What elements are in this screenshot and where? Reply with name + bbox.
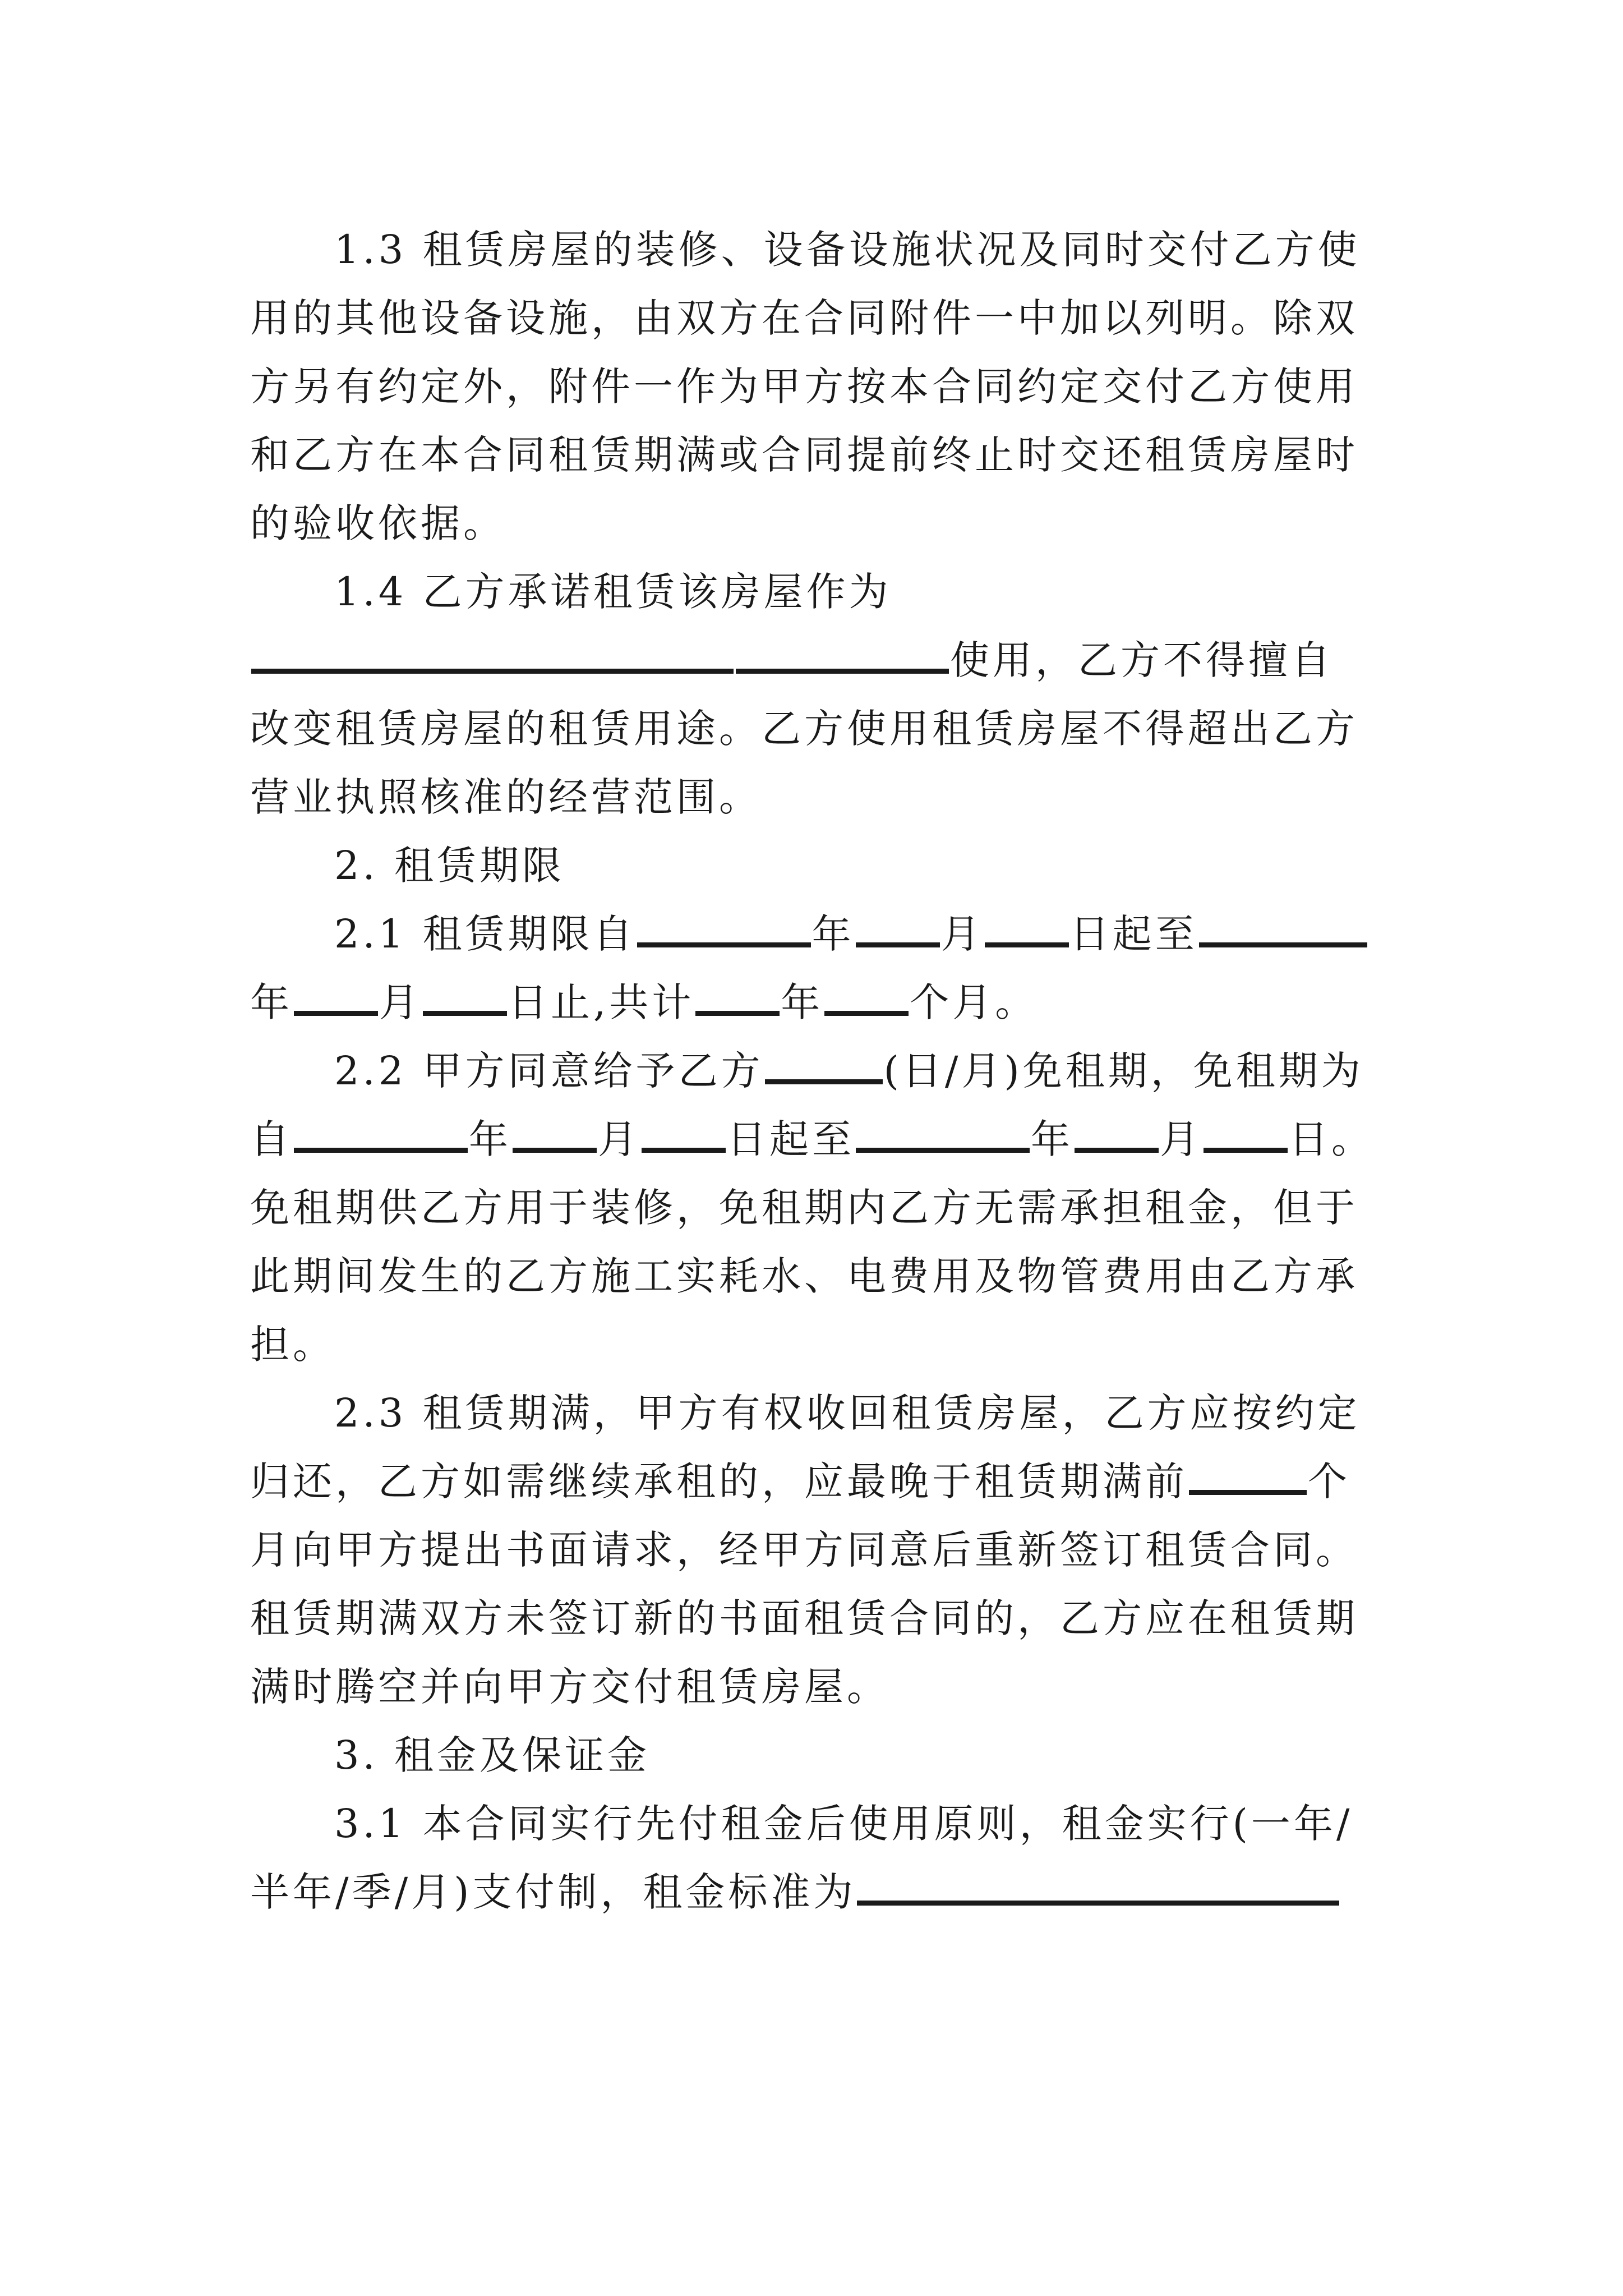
clause-2-2-text-a: 2.2 甲方同意给予乙方 xyxy=(334,1048,764,1094)
clause-3-1-text: 3.1 本合同实行先付租金后使用原则，租金实行(一年/半年/季/月)支付制，租金标准为 xyxy=(250,1801,1353,1915)
blank-free-period[interactable] xyxy=(765,1050,883,1084)
blank-lease-start-year[interactable] xyxy=(637,913,811,947)
clause-1-4-text-b: 使用，乙方不得擅自改变租赁房屋的租赁用途。乙方使用租赁房屋不得超出乙方营业执照核准的经营范围。 xyxy=(250,637,1358,820)
blank-total-months[interactable] xyxy=(824,982,909,1016)
blank-free-end-month[interactable] xyxy=(1075,1119,1159,1153)
label-day-from: 日起至 xyxy=(1069,911,1198,957)
label-month-2: 月 xyxy=(379,979,422,1025)
clause-1-4-text-a: 1.4 乙方承诺租赁该房屋作为 xyxy=(334,569,892,615)
label-months: 个月。 xyxy=(910,979,1038,1025)
clause-1-4 xyxy=(250,558,1375,831)
blank-free-start-day[interactable] xyxy=(642,1119,726,1153)
blank-lease-end-month[interactable] xyxy=(294,982,378,1016)
clause-2-2 xyxy=(250,1037,1375,1379)
blank-lease-end-year[interactable] xyxy=(1199,913,1367,947)
clause-2-3-text-b: 个月向甲方提出书面请求，经甲方同意后重新签订租赁合同。租赁期满双方未签订新的书面租赁合同的，乙方应在租赁期满时腾空并向甲方交付租赁房屋。 xyxy=(250,1458,1358,1710)
blank-free-start-month[interactable] xyxy=(513,1119,597,1153)
blank-total-years[interactable] xyxy=(695,982,780,1016)
clause-3-1 xyxy=(250,1789,1375,1926)
label-free-year-2: 年 xyxy=(1031,1116,1073,1162)
blank-usage[interactable] xyxy=(251,639,734,674)
label-free-month-2: 月 xyxy=(1160,1116,1202,1162)
clause-2-2-text-b: (日/月)免租期，免租期为自 xyxy=(250,1048,1364,1162)
label-year-2: 年 xyxy=(250,979,293,1025)
blank-usage-cont[interactable] xyxy=(736,639,949,674)
label-free-day-from: 日起至 xyxy=(727,1116,855,1162)
blank-renewal-notice[interactable] xyxy=(1189,1461,1307,1495)
clause-2-2-text-c: 日。免租期供乙方用于装修，免租期内乙方无需承担租金，但于此期间发生的乙方施工实耗水、电费用及物管费用由乙方承担。 xyxy=(250,1116,1374,1368)
label-year-3: 年 xyxy=(781,979,824,1025)
blank-rent-standard[interactable] xyxy=(857,1871,1339,1906)
clause-2-3-text-a: 2.3 租赁期满，甲方有权收回租赁房屋，乙方应按约定归还，乙方如需继续承租的，应最晚于租赁期满前 xyxy=(250,1390,1361,1504)
blank-lease-end-day[interactable] xyxy=(423,982,507,1016)
blank-free-end-day[interactable] xyxy=(1204,1119,1288,1153)
blank-free-end-year[interactable] xyxy=(856,1119,1030,1153)
clause-2-1 xyxy=(250,900,1375,1037)
section-2-heading: 2. 租赁期限 xyxy=(334,843,565,889)
clause-2-3 xyxy=(250,1379,1375,1721)
label-day-to: 日止,共计 xyxy=(508,979,695,1025)
blank-lease-start-month[interactable] xyxy=(856,913,940,947)
clause-1-3: 1.3 租赁房屋的装修、设备设施状况及同时交付乙方使用的其他设备设施，由双方在合同附件一中加以列明。除双方另有约定外，附件一作为甲方按本合同约定交付乙方使用和乙方在本合同租赁期满或合同提前终止时交还租赁房屋时的验收依据。 xyxy=(250,227,1361,546)
document-body xyxy=(250,215,1375,1926)
blank-free-start-year[interactable] xyxy=(294,1119,468,1153)
clause-2-1-text-a: 2.1 租赁期限自 xyxy=(334,911,636,957)
label-month: 月 xyxy=(940,911,984,957)
label-free-year: 年 xyxy=(469,1116,511,1162)
label-free-month: 月 xyxy=(598,1116,640,1162)
section-3-heading: 3. 租金及保证金 xyxy=(334,1732,651,1778)
label-year: 年 xyxy=(811,911,855,957)
blank-lease-start-day[interactable] xyxy=(985,913,1069,947)
